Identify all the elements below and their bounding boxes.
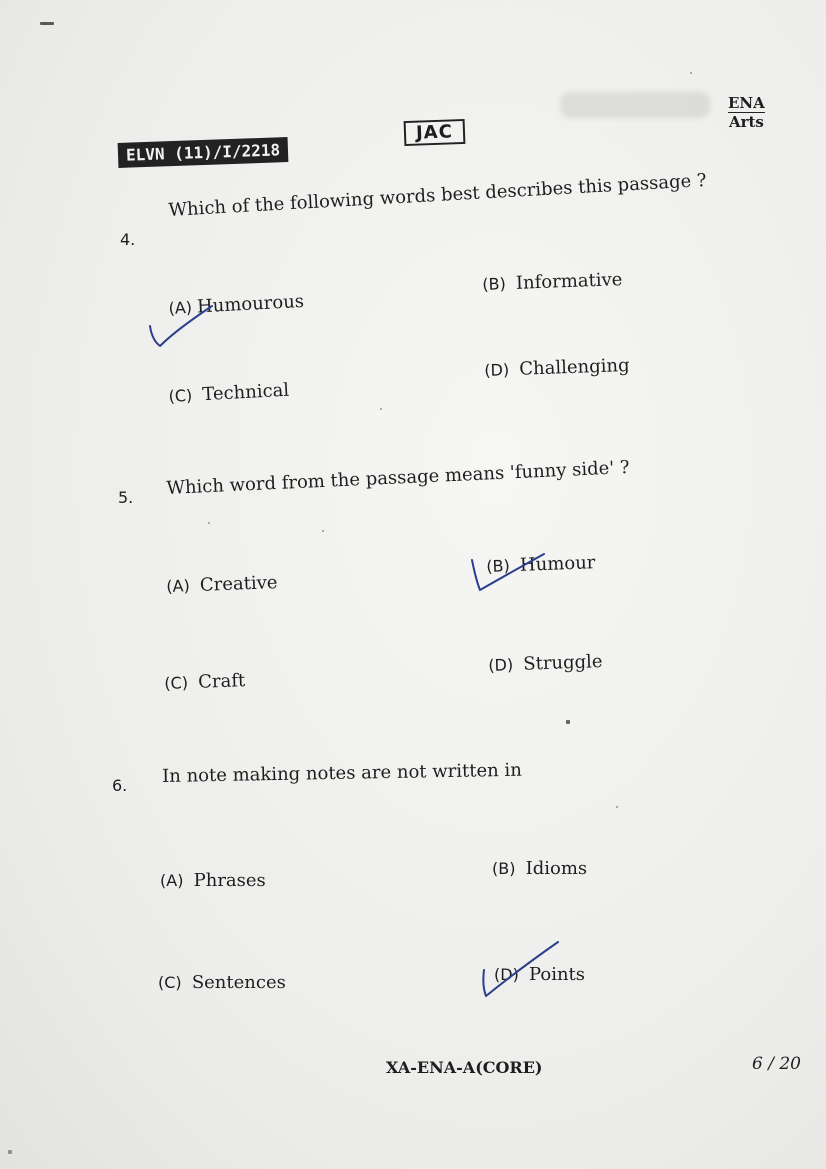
option-text: Sentences <box>191 972 286 993</box>
paper-code-badge: ELVN (11)/I/2218 <box>118 137 289 168</box>
question-text: Which of the following words best describes this passage ? <box>168 169 708 221</box>
answer-tick-mark <box>468 550 558 595</box>
option-4c <box>168 380 290 407</box>
option-label: (A) <box>168 297 193 318</box>
option-6c <box>158 972 286 993</box>
option-5a <box>166 572 278 597</box>
subject-stream: Arts <box>728 113 764 131</box>
option-label: (C) <box>158 973 182 992</box>
option-label: (C) <box>168 385 193 406</box>
option-4d <box>484 355 630 381</box>
subject-code: ENA <box>728 94 765 112</box>
option-6a <box>160 870 266 891</box>
scan-speck <box>208 522 210 524</box>
option-text: Informative <box>515 269 623 294</box>
scan-speck <box>322 530 324 532</box>
stamp-smudge <box>560 92 710 118</box>
question-text: In note making notes are not written in <box>162 759 522 787</box>
option-text: Craft <box>197 670 246 693</box>
option-label: (D) <box>494 965 519 984</box>
scan-speck <box>690 72 692 74</box>
option-label: (B) <box>486 556 511 576</box>
option-text: Struggle <box>522 651 603 675</box>
option-label: (C) <box>164 673 189 693</box>
footer-paper-code: XA-ENA-A(CORE) <box>386 1058 543 1077</box>
option-text: Creative <box>199 572 278 596</box>
option-label: (D) <box>484 360 510 380</box>
subject-label <box>728 94 765 131</box>
question-text: Which word from the passage means 'funny side' ? <box>166 456 631 499</box>
option-text: Challenging <box>518 354 630 380</box>
question-number: 5. <box>118 488 134 507</box>
option-5d <box>488 651 603 676</box>
board-box: JAC <box>404 119 466 146</box>
answer-tick-mark <box>146 297 226 350</box>
option-text: Idioms <box>525 858 588 879</box>
option-label: (D) <box>488 655 514 675</box>
scan-speck <box>380 408 382 410</box>
option-text: Technical <box>201 379 290 406</box>
option-text: Phrases <box>193 870 266 891</box>
option-text: Humour <box>519 552 596 576</box>
scan-speck <box>8 1150 12 1154</box>
answer-tick-mark <box>478 940 568 1000</box>
option-label: (A) <box>160 871 184 890</box>
page-number: 6 / 20 <box>752 1054 801 1074</box>
option-4b <box>482 269 623 295</box>
question-number: 6. <box>112 776 128 795</box>
option-text: Points <box>528 964 586 985</box>
option-6b <box>492 858 587 879</box>
scan-speck <box>566 720 570 724</box>
scan-speck <box>40 22 54 25</box>
question-number: 4. <box>120 230 136 249</box>
option-text: Humourous <box>196 290 305 318</box>
option-5c <box>164 670 246 694</box>
option-label: (A) <box>166 576 191 596</box>
option-label: (B) <box>482 274 507 294</box>
scan-speck <box>616 806 618 808</box>
option-label: (B) <box>492 859 516 878</box>
